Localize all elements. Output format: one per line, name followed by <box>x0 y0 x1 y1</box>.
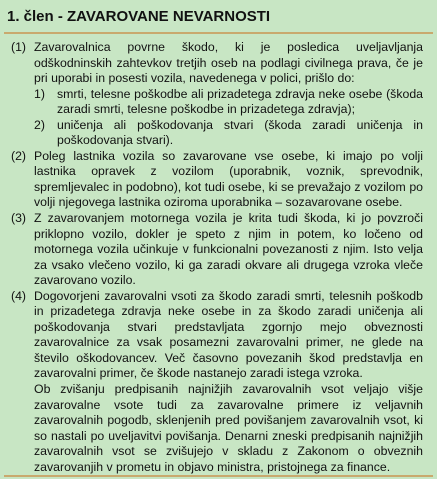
footer-divider <box>4 475 433 477</box>
article-body <box>0 40 437 475</box>
article-heading: 1. člen - ZAVAROVANE NEVARNOSTI <box>7 8 271 25</box>
heading-divider <box>4 32 433 34</box>
paragraph-number: (1) <box>11 40 27 54</box>
paragraph-number: (4) <box>11 288 27 303</box>
list-item-text: uničenja ali poškodovanja stvari (škoda zaradi uničenja in poškodovanja stvari). <box>57 117 423 148</box>
paragraph-text: Z zavarovanjem motornega vozila je krita tudi škoda, ki jo povzroči priklopno vozilo, dokler je speto z njim in potem, ko ločeno od motornega vozila učinkuje v funkcionalni povezanosti z njim. Isto velja za vsako vlečeno vozilo, ki ga zaradi okvare ali drugega vzroka vleče zavarovano vozilo. <box>34 211 423 288</box>
list-item-1 <box>34 87 423 118</box>
list-item-number: 1) <box>34 86 45 101</box>
paragraph-2 <box>0 149 437 211</box>
paragraph-number: (3) <box>11 211 27 226</box>
paragraph-4 <box>0 289 437 476</box>
paragraph-text: Dogovorjeni zavarovalni vsoti za škodo zaradi smrti, telesnih poškodb in prizadetega zdravja neke osebe in za škodo zaradi uničenja ali poškodovanja stvari predstavljata zgornjo mejo obveznosti zavarovalnice za vsak posamezni zavarovalni primer, ne glede na število oškodovancev. Več časovno povezanih škod predstavlja en zavarovalni primer, če škode nastanejo zaradi istega vzroka. <box>34 288 423 381</box>
paragraph-number: (2) <box>11 148 27 163</box>
paragraph-3 <box>0 211 437 289</box>
list-item-number: 2) <box>34 117 45 132</box>
list-item-text: smrti, telesne poškodbe ali prizadetega zdravja neke osebe (škoda zaradi smrti, telesne poškodbe in prizadetega zdravja); <box>57 86 423 117</box>
paragraph-text: Zavarovalnica povrne škodo, ki je posledica uveljavljanja odškodninskih zahtevkov tretjih oseb na podlagi civilnega prava, če je pri uporabi in posesti vozila, navedenega v polici, prišlo do: <box>34 40 423 86</box>
list-item-2 <box>34 118 423 149</box>
paragraph-text: Poleg lastnika vozila so zavarovane vse osebe, ki imajo po volji lastnika opravek z vozilom (uporabnik, voznik, sprevodnik, spremljevalec in podobno), kot tudi osebe, ki se prevažajo z vozilom po volji njegovega lastnika oziroma uporabnika – sozavarovane osebe. <box>34 148 423 210</box>
paragraph-continuation: Ob zvišanju predpisanih najnižjih zavarovalnih vsot veljajo višje zavarovalne vsote tudi za zavarovalne primere iz veljavnih zavarovalnih pogodb, sklenjenih pred povišanjem zavarovalnih vsot, ki so nastali po uveljavitvi povišanja. Denarni zneski predpisanih najnižjih zavarovalnih vsot se zvišujejo v skladu z Zakonom o obveznih zavarovanjih v prometu in objavo ministra, pristojnega za finance. <box>34 382 423 474</box>
paragraph-1 <box>0 40 437 149</box>
